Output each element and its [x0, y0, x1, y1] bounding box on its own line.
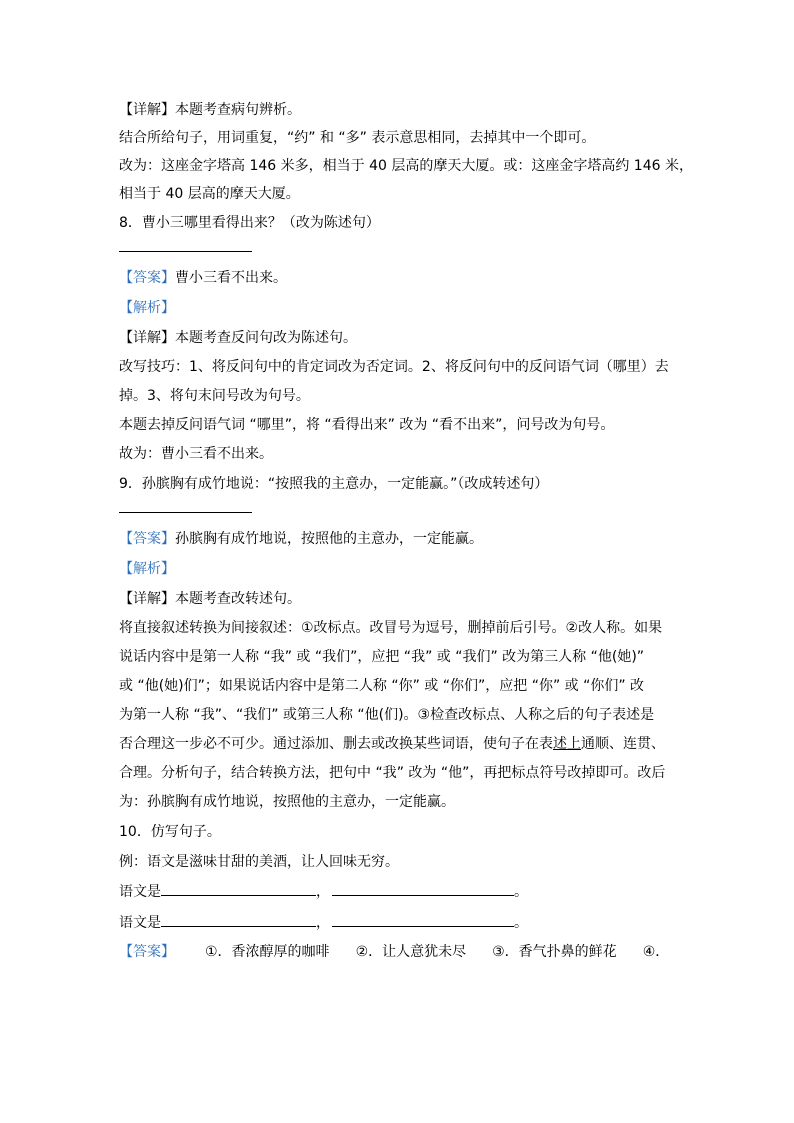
q9-answer-blank [119, 512, 252, 513]
answer-item-4: ④． [642, 944, 670, 960]
q10-example: 例：语文是滋味甘甜的美酒，让人回味无穷。 [119, 854, 399, 870]
detail-text: 本题考查改转述句。 [175, 591, 301, 607]
answer-label: 【答案】 [119, 944, 175, 960]
q8-detail-paragraph-line: 本题去掉反问语气词 “哪里”，将 “看得出来” 改为 “看不出来”，问号改为句号。 [119, 417, 615, 433]
q10-fill-line-2 [119, 912, 528, 933]
period: 。 [514, 884, 528, 900]
answer-item-3: ③．香气扑鼻的鲜花 [492, 944, 617, 960]
q8-question: 8．曹小三哪里看得出来？（改为陈述句） [119, 215, 380, 231]
answer-label: 【答案】 [119, 270, 175, 286]
answer-item-2: ②．让人意犹未尽 [355, 944, 467, 960]
detail-label: 【详解】 [119, 591, 175, 607]
answer-text: 孙膑胸有成竹地说，按照他的主意办，一定能赢。 [175, 531, 483, 547]
q9-detail-paragraph-line [119, 734, 665, 754]
q9-detail-paragraph-line: 说话内容中是第一人称 “我” 或 “我们”，应把 “我” 或 “我们” 改为第三人称 “他(她)” [119, 649, 645, 665]
q9-detail-paragraph-line: 合理。分析句子，结合转换方法，把句中 “我” 改为 “他”，再把标点符号改掉即可。改后 [119, 765, 666, 781]
fill-blank-1[interactable] [161, 881, 316, 896]
q8-detail-line [119, 328, 357, 348]
fill-blank-4[interactable] [332, 912, 514, 927]
detail-label: 【详解】 [119, 330, 175, 346]
q10-fill-line-1 [119, 881, 528, 902]
answer-label: 【答案】 [119, 531, 175, 547]
period: 。 [514, 915, 528, 931]
text-segment: 否合理这一步必不可少。通过添加、删去或改换某些词语，使句子在表 [119, 736, 553, 752]
detail-text: 本题考查反问句改为陈述句。 [175, 330, 357, 346]
detail-text: 本题考查病句辨析。 [175, 102, 301, 118]
q7-detail-paragraph-line: 相当于 40 层高的摩天大厦。 [119, 186, 300, 202]
answer-text: 曹小三看不出来。 [175, 270, 287, 286]
q7-detail-paragraph-line: 改为：这座金字塔高 146 米多，相当于 40 层高的摩天大厦。或：这座金字塔高约 146 米， [119, 158, 693, 174]
q9-answer-line [119, 529, 483, 549]
q8-answer-line [119, 268, 287, 288]
blank-prefix: 语文是 [119, 915, 161, 931]
q9-question: 9．孙膑胸有成竹地说：“按照我的主意办，一定能赢。”（改成转述句） [119, 476, 549, 492]
detail-label: 【详解】 [119, 102, 175, 118]
q7-detail-line [119, 100, 301, 120]
q9-detail-paragraph-line: 为第一人称 “我”、“我们” 或第三人称 “他(们)。③检查改标点、人称之后的句子表述是 [119, 707, 655, 723]
underlined-text: 述上 [553, 736, 581, 752]
q8-answer-blank [119, 251, 252, 252]
q7-detail-paragraph-line: 结合所给句子，用词重复，“约” 和 “多” 表示意思相同，去掉其中一个即可。 [119, 130, 596, 146]
q9-detail-line [119, 589, 301, 609]
q8-detail-paragraph-line: 改写技巧：1、将反问句中的肯定词改为否定词。2、将反问句中的反问语气词（哪里）去 [119, 359, 669, 375]
q8-detail-paragraph-line: 故为：曹小三看不出来。 [119, 446, 273, 462]
blank-prefix: 语文是 [119, 884, 161, 900]
analysis-label: 【解析】 [119, 300, 175, 316]
fill-blank-3[interactable] [161, 912, 316, 927]
answer-item-1: ①．香浓醇厚的咖啡 [205, 944, 330, 960]
comma: ， [316, 884, 330, 900]
fill-blank-2[interactable] [332, 881, 514, 896]
comma: ， [316, 915, 330, 931]
q10-question: 10．仿写句子。 [119, 824, 221, 840]
q9-detail-paragraph-line: 或 “他(她)们”；如果说话内容中是第二人称 “你” 或 “你们”，应把 “你” 或 “你们” 改 [119, 678, 645, 694]
q9-detail-paragraph-line: 为：孙膑胸有成竹地说，按照他的主意办，一定能赢。 [119, 794, 455, 810]
analysis-label: 【解析】 [119, 561, 175, 577]
q9-detail-paragraph-line: 将直接叙述转换为间接叙述：①改标点。改冒号为逗号，删掉前后引号。②改人称。如果 [119, 620, 663, 636]
q8-detail-paragraph-line: 掉。3、将句末问号改为句号。 [119, 388, 310, 404]
text-segment: 通顺、连贯、 [581, 736, 665, 752]
q10-answer-line [119, 942, 669, 962]
